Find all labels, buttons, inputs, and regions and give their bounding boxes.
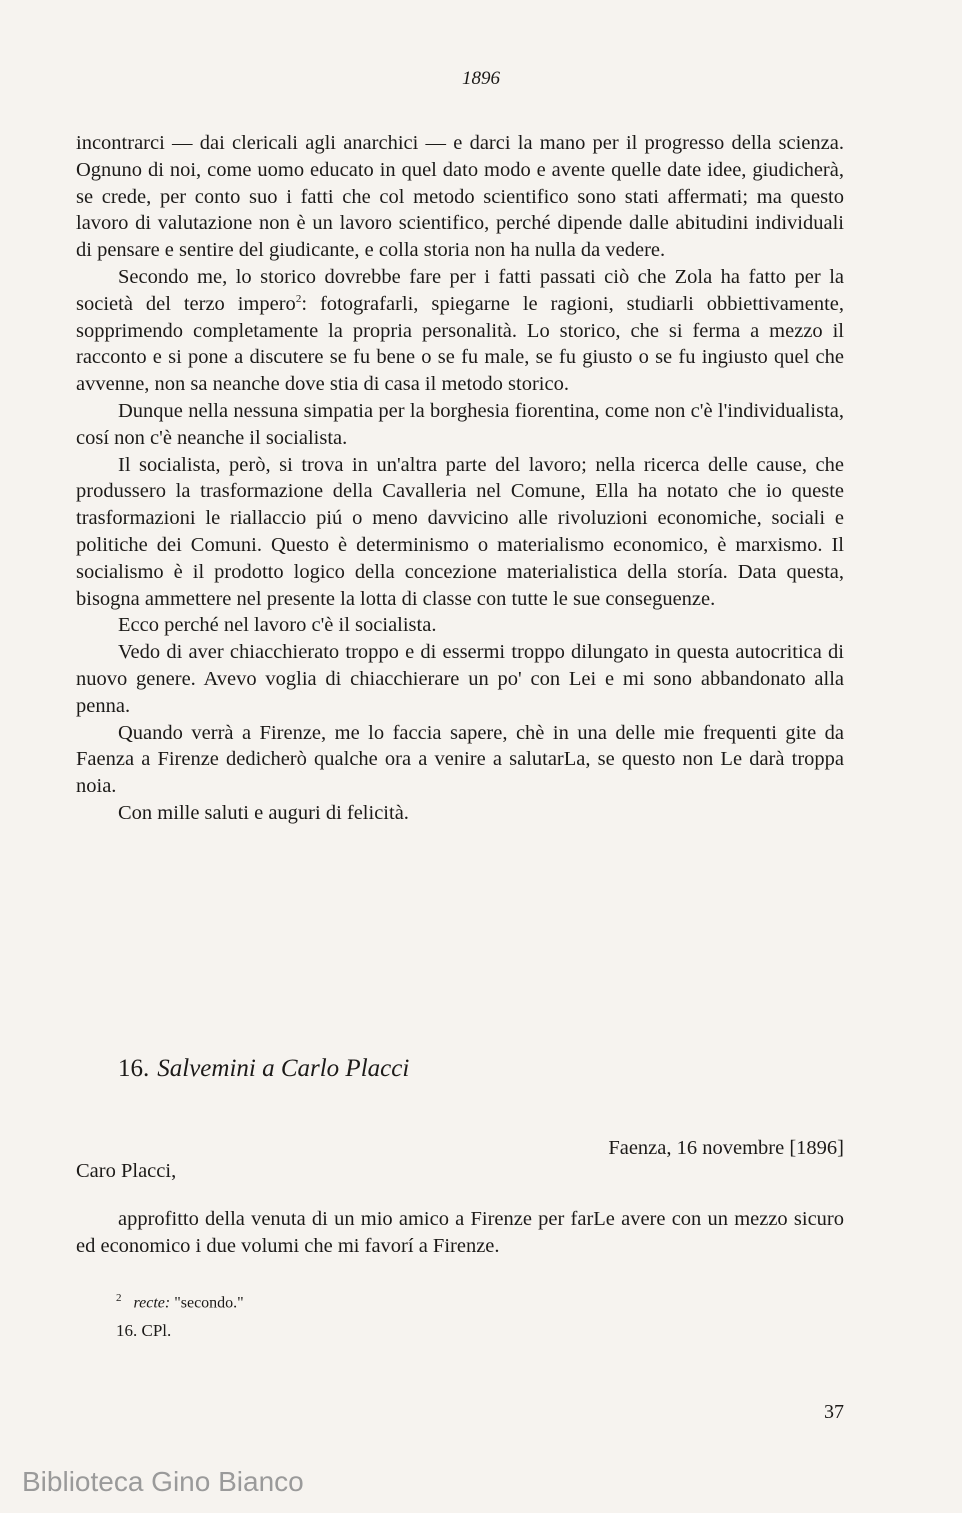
footnote-1-label: recte: [133,1294,171,1312]
footnote-ref: 2 [295,292,302,305]
watermark: Biblioteca Gino Bianco [22,1466,304,1497]
dateline: Faenza, 16 novembre [1896] [608,1137,844,1159]
letter-number: 16. [118,1055,150,1082]
salutation: Caro Placci, [76,1160,177,1182]
footnote-1 [116,1284,244,1317]
footnote-2: 16. CPl. [116,1321,172,1341]
paragraph-4: Il socialista, però, si trova in un'altra parte del lavoro; nella ricerca delle cause, che produssero la trasformazione della Cavalleria nel Comune, Ella ha notato che io queste trasformazioni le riallaccio piú o meno davvicino alle rivoluzioni economiche, sociali e politiche dei Comuni. Questo è determinismo o materialismo economico, è marxismo. Il socialismo è il prodotto logico della concezione materialistica della storía. Data questa, bisogna ammettere nel presente la lotta di classe con tutte le sue conseguenze. [76,453,844,610]
paragraph-2-part-a: Secondo me, lo storico dovrebbe fare per i fatti passati ciò che Zola ha fatto per la società del terzo impero [76,265,844,315]
page-number: 37 [824,1401,844,1423]
paragraph-7: Quando verrà a Firenze, me lo faccia sapere, chè in una delle mie frequenti gite da Faenza a Firenze dedicherò qualche ora a venire a salutarLa, se questo non Le darà troppa noia. [76,721,844,798]
paragraph-3: Dunque nella nessuna simpatia per la borghesia fiorentina, come non c'è l'individualista, cosí non c'è neanche il socialista. [76,399,844,449]
paragraph-2 [76,264,844,398]
letter-heading [118,1055,409,1083]
running-header: 1896 [462,68,500,89]
paragraph-1: incontrarci — dai clericali agli anarchici — e darci la mano per il progresso della scienza. Ognuno di noi, come uomo educato in quel dato modo e avente quelle date idee, giudicherà, se crede, per conto suo i fatti che col metodo scientifico sono stati affermati; ma questo lavoro di valutazione non è un lavoro scientifico, perché dipende dalle abitudini individuali di pensare e sentire del giudicante, e colla storia non ha nulla da vedere. [76,132,844,262]
paragraph-8: Con mille saluti e auguri di felicità. [118,801,409,824]
paragraph-2-part-b: : fotografarli, spiegarne le ragioni, studiarli obbiettivamente, sopprimendo completamente la propria personalità. Lo storico, che si ferma a mezzo il racconto e si pone a discutere se fu bene o se fu male, se fu giusto o se fu ingiusto quel che avvenne, non sa neanche dove stia di casa il metodo storico. [76,292,845,396]
letter-title: Salvemini a Carlo Placci [157,1055,410,1082]
letter-body-text [76,130,844,827]
footnote-1-text: "secondo." [174,1294,244,1312]
paragraph-5: Ecco perché nel lavoro c'è il socialista. [118,614,437,637]
footnote-1-mark: 2 [116,1292,122,1304]
letter-16-paragraph: approfitto della venuta di un mio amico a Firenze per farLe avere con un mezzo sicuro ed economico i due volumi che mi favorí a Firenze. [76,1208,844,1257]
paragraph-6: Vedo di aver chiacchierato troppo e di essermi troppo dilungato in questa autocritica di nuovo genere. Avevo voglia di chiacchierare un po' con Lei e mi sono abbandonato alla penna. [76,641,844,717]
letter-16-body [76,1206,844,1260]
footnotes [116,1284,244,1345]
